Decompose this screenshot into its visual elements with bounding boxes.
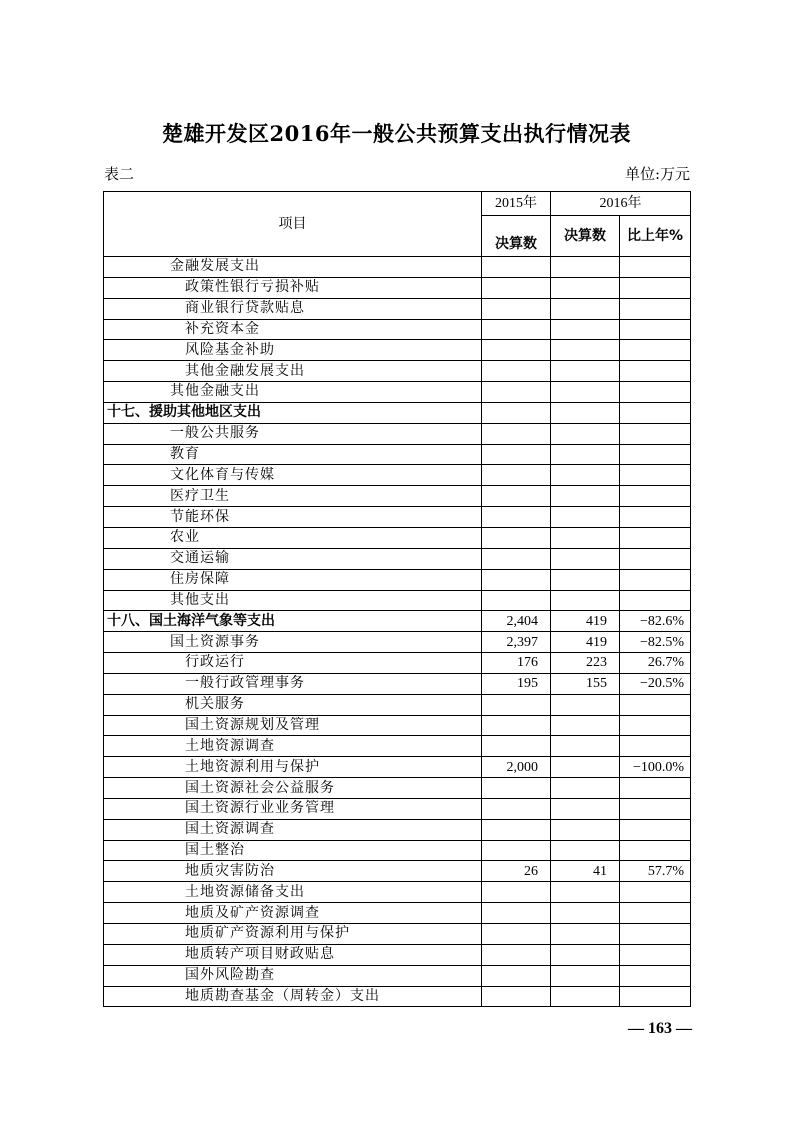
row-change-pct xyxy=(620,924,691,945)
row-change-pct xyxy=(620,819,691,840)
table-row xyxy=(104,361,691,382)
header-change: 比上年% xyxy=(620,216,691,257)
row-name: 地质转产项目财政贴息 xyxy=(104,944,482,965)
row-value-2015 xyxy=(482,590,551,611)
row-value-2016 xyxy=(551,257,620,278)
row-name: 国土资源行业业务管理 xyxy=(104,798,482,819)
row-value-2016 xyxy=(551,944,620,965)
row-name: 国外风险勘查 xyxy=(104,965,482,986)
table-row xyxy=(104,569,691,590)
table-row xyxy=(104,465,691,486)
row-name: 农业 xyxy=(104,527,482,548)
row-value-2015: 26 xyxy=(482,861,551,882)
row-change-pct xyxy=(620,486,691,507)
row-value-2016 xyxy=(551,361,620,382)
table-row xyxy=(104,611,691,632)
row-name: 其他金融支出 xyxy=(104,382,482,403)
header-item: 项目 xyxy=(104,192,482,257)
table-row xyxy=(104,444,691,465)
table-row xyxy=(104,736,691,757)
row-value-2015: 2,404 xyxy=(482,611,551,632)
row-value-2016 xyxy=(551,757,620,778)
row-name: 节能环保 xyxy=(104,507,482,528)
row-value-2016 xyxy=(551,507,620,528)
row-name: 交通运输 xyxy=(104,548,482,569)
row-value-2015 xyxy=(482,736,551,757)
row-change-pct: −20.5% xyxy=(620,673,691,694)
row-change-pct xyxy=(620,882,691,903)
table-row xyxy=(104,673,691,694)
row-value-2015 xyxy=(482,778,551,799)
row-value-2016 xyxy=(551,486,620,507)
row-name: 政策性银行亏损补贴 xyxy=(104,277,482,298)
row-change-pct xyxy=(620,736,691,757)
table-row xyxy=(104,778,691,799)
row-change-pct xyxy=(620,778,691,799)
row-name: 地质及矿产资源调查 xyxy=(104,903,482,924)
row-value-2016 xyxy=(551,694,620,715)
table-row xyxy=(104,924,691,945)
table-row xyxy=(104,819,691,840)
row-value-2015 xyxy=(482,382,551,403)
row-change-pct xyxy=(620,361,691,382)
row-value-2015 xyxy=(482,715,551,736)
row-name: 一般行政管理事务 xyxy=(104,673,482,694)
row-change-pct xyxy=(620,715,691,736)
row-value-2015 xyxy=(482,465,551,486)
row-value-2015 xyxy=(482,340,551,361)
row-value-2016 xyxy=(551,924,620,945)
table-body xyxy=(104,192,691,1007)
table-row xyxy=(104,882,691,903)
header-final-2015: 决算数 xyxy=(482,216,551,257)
row-value-2015 xyxy=(482,277,551,298)
table-row xyxy=(104,257,691,278)
row-change-pct xyxy=(620,527,691,548)
row-value-2016 xyxy=(551,569,620,590)
row-value-2015 xyxy=(482,798,551,819)
row-name: 地质矿产资源利用与保护 xyxy=(104,924,482,945)
row-value-2016: 41 xyxy=(551,861,620,882)
row-change-pct: −82.6% xyxy=(620,611,691,632)
row-value-2015: 195 xyxy=(482,673,551,694)
row-name: 十七、援助其他地区支出 xyxy=(104,402,482,423)
header-row-1 xyxy=(104,192,691,216)
row-change-pct xyxy=(620,402,691,423)
row-value-2015: 176 xyxy=(482,653,551,674)
row-value-2015 xyxy=(482,694,551,715)
row-value-2016 xyxy=(551,548,620,569)
row-value-2016 xyxy=(551,382,620,403)
row-name: 十八、国土海洋气象等支出 xyxy=(104,611,482,632)
row-name: 国土资源社会公益服务 xyxy=(104,778,482,799)
table-row xyxy=(104,277,691,298)
row-name: 国土资源规划及管理 xyxy=(104,715,482,736)
row-value-2016 xyxy=(551,402,620,423)
table-row xyxy=(104,903,691,924)
row-value-2016 xyxy=(551,819,620,840)
page-number: — 163 — xyxy=(628,1020,692,1037)
table-label: 表二 xyxy=(104,165,135,183)
row-value-2016 xyxy=(551,319,620,340)
row-value-2016 xyxy=(551,903,620,924)
row-value-2016 xyxy=(551,715,620,736)
row-value-2015 xyxy=(482,840,551,861)
table-row xyxy=(104,757,691,778)
header-year-2015: 2015年 xyxy=(482,192,551,216)
table-row xyxy=(104,944,691,965)
row-name: 土地资源储备支出 xyxy=(104,882,482,903)
table-row xyxy=(104,840,691,861)
row-value-2016: 419 xyxy=(551,632,620,653)
row-change-pct xyxy=(620,465,691,486)
row-change-pct: −82.5% xyxy=(620,632,691,653)
row-change-pct xyxy=(620,444,691,465)
table-row xyxy=(104,653,691,674)
row-change-pct xyxy=(620,840,691,861)
row-value-2016 xyxy=(551,965,620,986)
row-change-pct xyxy=(620,340,691,361)
row-value-2015 xyxy=(482,569,551,590)
row-name: 风险基金补助 xyxy=(104,340,482,361)
row-name: 一般公共服务 xyxy=(104,423,482,444)
page-title: 楚雄开发区2016年一般公共预算支出执行情况表 xyxy=(162,121,631,146)
row-change-pct xyxy=(620,590,691,611)
row-change-pct xyxy=(620,277,691,298)
row-value-2015 xyxy=(482,986,551,1007)
row-change-pct: −100.0% xyxy=(620,757,691,778)
table-row xyxy=(104,798,691,819)
row-value-2016 xyxy=(551,778,620,799)
row-name: 国土资源调查 xyxy=(104,819,482,840)
row-value-2016 xyxy=(551,465,620,486)
table-row xyxy=(104,986,691,1007)
row-name: 地质勘查基金（周转金）支出 xyxy=(104,986,482,1007)
row-change-pct xyxy=(620,507,691,528)
row-value-2016 xyxy=(551,986,620,1007)
row-change-pct xyxy=(620,319,691,340)
table-row xyxy=(104,402,691,423)
row-value-2015 xyxy=(482,548,551,569)
row-value-2015 xyxy=(482,819,551,840)
row-value-2015 xyxy=(482,527,551,548)
table-row xyxy=(104,340,691,361)
row-name: 补充资本金 xyxy=(104,319,482,340)
table-row xyxy=(104,548,691,569)
table-row xyxy=(104,486,691,507)
row-value-2015 xyxy=(482,903,551,924)
row-value-2016 xyxy=(551,527,620,548)
row-change-pct xyxy=(620,423,691,444)
header-year-2016: 2016年 xyxy=(551,192,691,216)
row-value-2015 xyxy=(482,944,551,965)
row-value-2015: 2,000 xyxy=(482,757,551,778)
row-name: 国土资源事务 xyxy=(104,632,482,653)
row-value-2015: 2,397 xyxy=(482,632,551,653)
row-change-pct xyxy=(620,548,691,569)
row-change-pct xyxy=(620,944,691,965)
table-row xyxy=(104,319,691,340)
row-change-pct xyxy=(620,694,691,715)
row-value-2016 xyxy=(551,444,620,465)
row-value-2016 xyxy=(551,340,620,361)
row-name: 土地资源利用与保护 xyxy=(104,757,482,778)
row-value-2015 xyxy=(482,924,551,945)
row-value-2016 xyxy=(551,840,620,861)
row-value-2016 xyxy=(551,882,620,903)
table-row xyxy=(104,632,691,653)
row-change-pct xyxy=(620,257,691,278)
row-name: 其他支出 xyxy=(104,590,482,611)
row-value-2015 xyxy=(482,361,551,382)
row-value-2015 xyxy=(482,298,551,319)
row-change-pct xyxy=(620,298,691,319)
row-change-pct xyxy=(620,965,691,986)
row-value-2016: 419 xyxy=(551,611,620,632)
table-row xyxy=(104,382,691,403)
row-value-2015 xyxy=(482,444,551,465)
row-value-2015 xyxy=(482,319,551,340)
row-value-2015 xyxy=(482,402,551,423)
row-change-pct xyxy=(620,382,691,403)
row-value-2016: 155 xyxy=(551,673,620,694)
row-name: 土地资源调查 xyxy=(104,736,482,757)
row-value-2015 xyxy=(482,882,551,903)
table-row xyxy=(104,527,691,548)
table-row xyxy=(104,423,691,444)
expenditure-table xyxy=(103,191,691,1007)
row-value-2016 xyxy=(551,423,620,444)
row-value-2016 xyxy=(551,798,620,819)
row-value-2015 xyxy=(482,423,551,444)
row-change-pct: 57.7% xyxy=(620,861,691,882)
row-name: 商业银行贷款贴息 xyxy=(104,298,482,319)
row-name: 其他金融发展支出 xyxy=(104,361,482,382)
header-final-2016: 决算数 xyxy=(551,216,620,257)
table-row xyxy=(104,715,691,736)
row-value-2016 xyxy=(551,736,620,757)
row-name: 医疗卫生 xyxy=(104,486,482,507)
row-value-2016 xyxy=(551,590,620,611)
row-value-2016 xyxy=(551,277,620,298)
unit-label: 单位:万元 xyxy=(624,165,690,183)
row-value-2015 xyxy=(482,507,551,528)
row-value-2015 xyxy=(482,965,551,986)
table-row xyxy=(104,507,691,528)
table-row xyxy=(104,694,691,715)
row-change-pct xyxy=(620,903,691,924)
table-row xyxy=(104,861,691,882)
row-value-2016 xyxy=(551,298,620,319)
row-name: 行政运行 xyxy=(104,653,482,674)
table-row xyxy=(104,965,691,986)
table-row xyxy=(104,590,691,611)
row-name: 文化体育与传媒 xyxy=(104,465,482,486)
row-value-2015 xyxy=(482,486,551,507)
row-name: 金融发展支出 xyxy=(104,257,482,278)
table-row xyxy=(104,298,691,319)
row-value-2016: 223 xyxy=(551,653,620,674)
row-name: 机关服务 xyxy=(104,694,482,715)
row-name: 国土整治 xyxy=(104,840,482,861)
row-change-pct xyxy=(620,986,691,1007)
row-name: 教育 xyxy=(104,444,482,465)
row-name: 住房保障 xyxy=(104,569,482,590)
row-change-pct: 26.7% xyxy=(620,653,691,674)
row-change-pct xyxy=(620,569,691,590)
row-change-pct xyxy=(620,798,691,819)
row-value-2015 xyxy=(482,257,551,278)
row-name: 地质灾害防治 xyxy=(104,861,482,882)
